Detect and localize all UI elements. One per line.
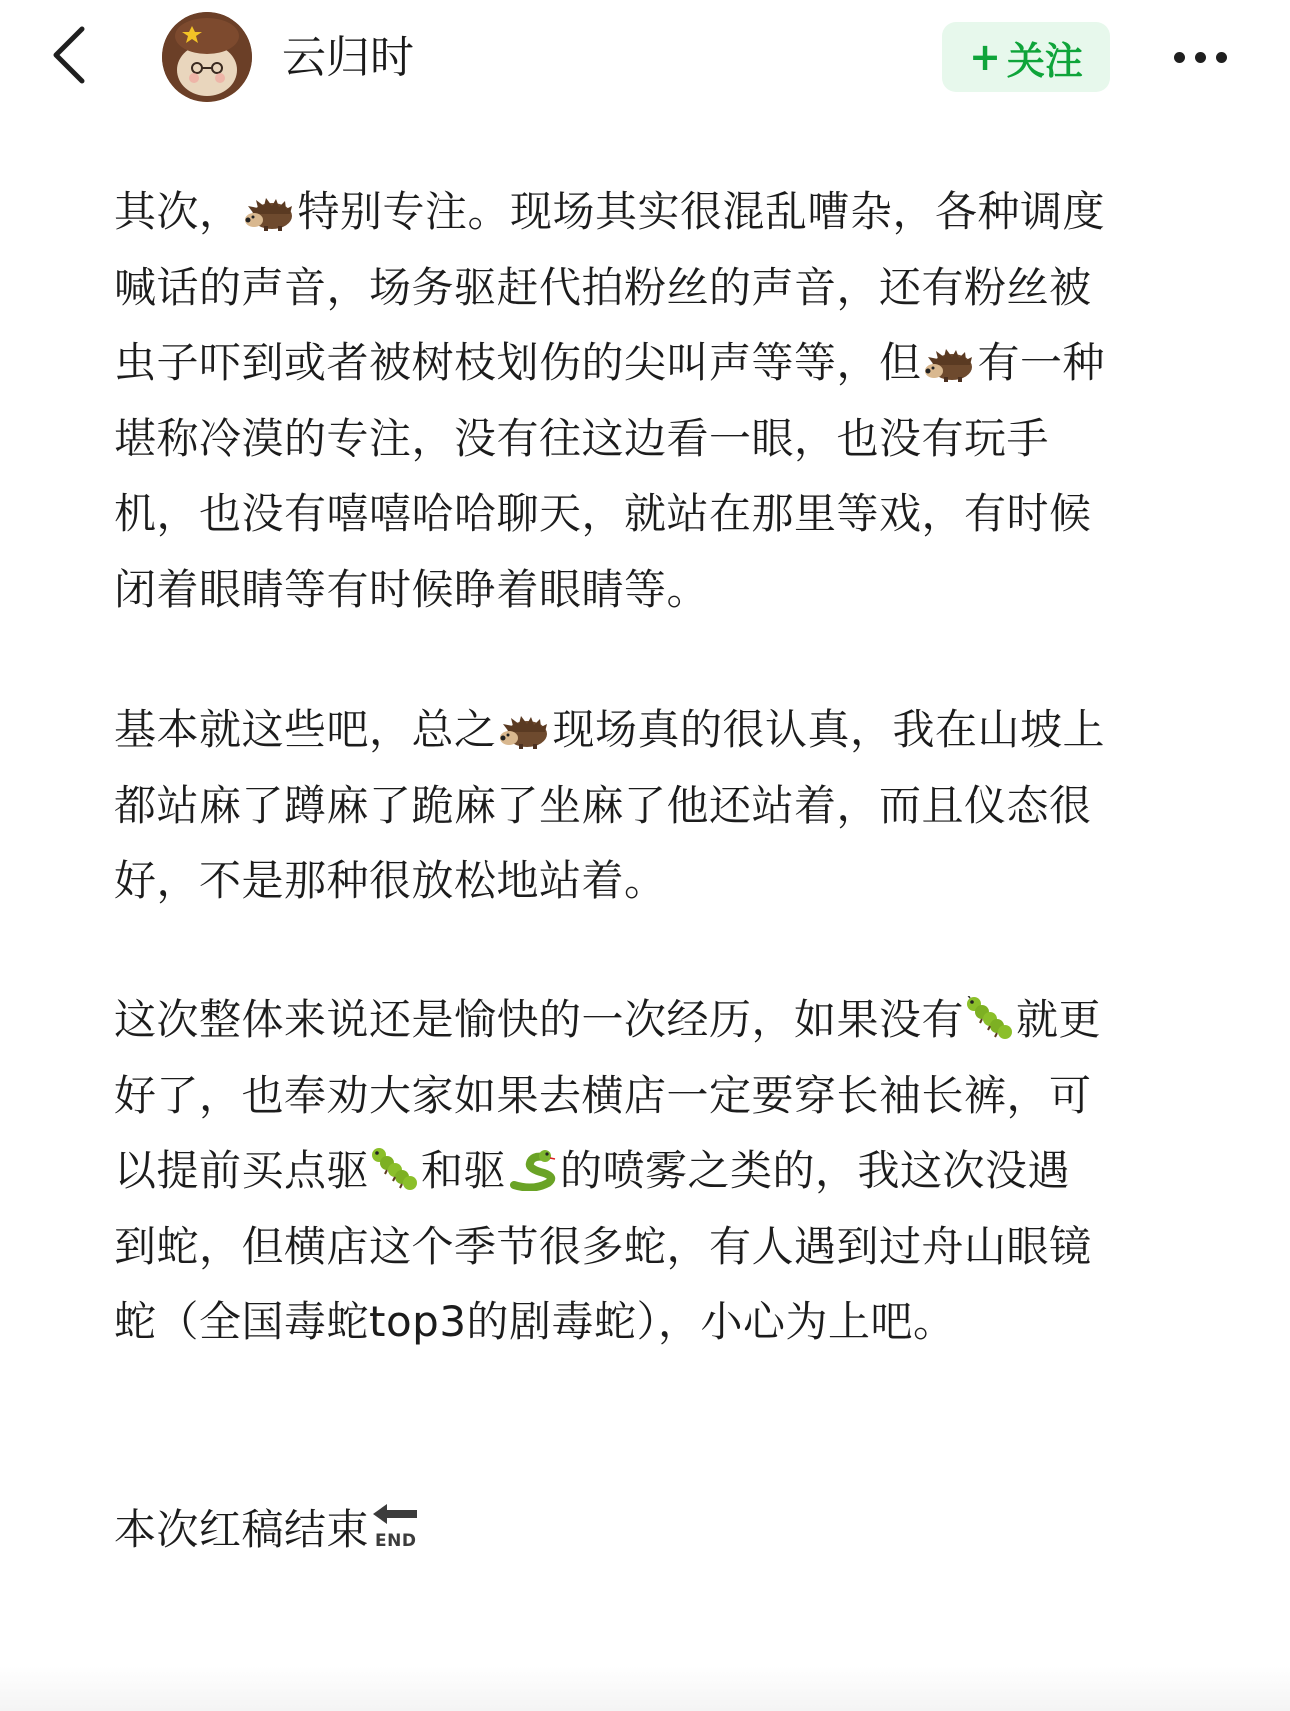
- hedgehog-emoji: [244, 196, 296, 232]
- post-paragraph-1: [114, 174, 1174, 627]
- follow-label: 关注: [1006, 38, 1083, 83]
- text-line: 闭着眼睛等有时候睁着眼睛等。: [114, 564, 710, 614]
- more-dot: [1216, 52, 1227, 63]
- text-span: 现场真的很认真，我在山坡上: [552, 705, 1106, 754]
- top-bar: [0, 0, 1290, 120]
- text-span: 和驱: [421, 1146, 507, 1195]
- text-span: 本次红稿结束: [114, 1505, 370, 1554]
- text-line: [114, 692, 1174, 768]
- text-line: 到蛇，但横店这个季节很多蛇，有人遇到过舟山眼镜: [114, 1221, 1092, 1271]
- text-line: 喊话的声音，场务驱赶代拍粉丝的声音，还有粉丝被: [114, 262, 1092, 312]
- hedgehog-emoji: [499, 714, 551, 750]
- text-span: 的喷雾之类的，我这次没遇: [560, 1146, 1071, 1195]
- avatar-image: [162, 12, 252, 102]
- post-paragraph-3: [114, 982, 1174, 1360]
- text-line: [114, 1492, 1174, 1568]
- text-line: 堪称冷漠的专注，没有往这边看一眼，也没有玩手: [114, 413, 1050, 463]
- text-span: 特别专注。现场其实很混乱嘈杂，各种调度: [297, 187, 1106, 236]
- more-button[interactable]: [1160, 28, 1240, 86]
- end-label: END: [375, 1531, 417, 1550]
- text-span: 就更: [1016, 995, 1102, 1044]
- end-arrow-emoji: [371, 1502, 421, 1550]
- chevron-left-icon: [50, 25, 90, 85]
- post-paragraph-4: [114, 1492, 1174, 1568]
- text-span: 有一种: [977, 338, 1106, 387]
- text-span: 以提前买点驱: [114, 1146, 370, 1195]
- username[interactable]: 云归时: [282, 32, 414, 83]
- caterpillar-emoji: [966, 996, 1014, 1040]
- follow-button[interactable]: [942, 22, 1110, 92]
- text-line: 好了，也奉劝大家如果去横店一定要穿长袖长裤，可: [114, 1070, 1092, 1120]
- plus-icon: +: [969, 35, 1001, 79]
- text-line: 蛇（全国毒蛇top3的剧毒蛇），小心为上吧。: [114, 1297, 956, 1346]
- text-span: 这次整体来说还是愉快的一次经历，如果没有: [114, 995, 965, 1044]
- text-line: 机，也没有嘻嘻哈哈聊天，就站在那里等戏，有时候: [114, 489, 1092, 538]
- more-dot: [1174, 52, 1185, 63]
- caterpillar-emoji: [371, 1147, 419, 1191]
- hedgehog-emoji: [924, 347, 976, 383]
- snake-emoji: [508, 1147, 558, 1191]
- avatar[interactable]: [162, 12, 252, 102]
- text-span: 虫子吓到或者被树枝划伤的尖叫声等等，但: [114, 338, 922, 387]
- text-line: [114, 174, 1174, 250]
- text-line: 好，不是那种很放松地站着。: [114, 856, 667, 905]
- back-button[interactable]: [40, 20, 100, 90]
- post-paragraph-2: [114, 692, 1174, 919]
- more-dot: [1195, 52, 1206, 63]
- text-line: [114, 982, 1174, 1058]
- text-span: 其次，: [114, 187, 242, 236]
- bottom-fade: [0, 1666, 1290, 1711]
- text-line: 都站麻了蹲麻了跪麻了坐麻了他还站着，而且仪态很: [114, 780, 1092, 830]
- text-line: [114, 325, 1174, 401]
- text-span: 基本就这些吧，总之: [114, 705, 497, 754]
- text-line: [114, 1133, 1174, 1209]
